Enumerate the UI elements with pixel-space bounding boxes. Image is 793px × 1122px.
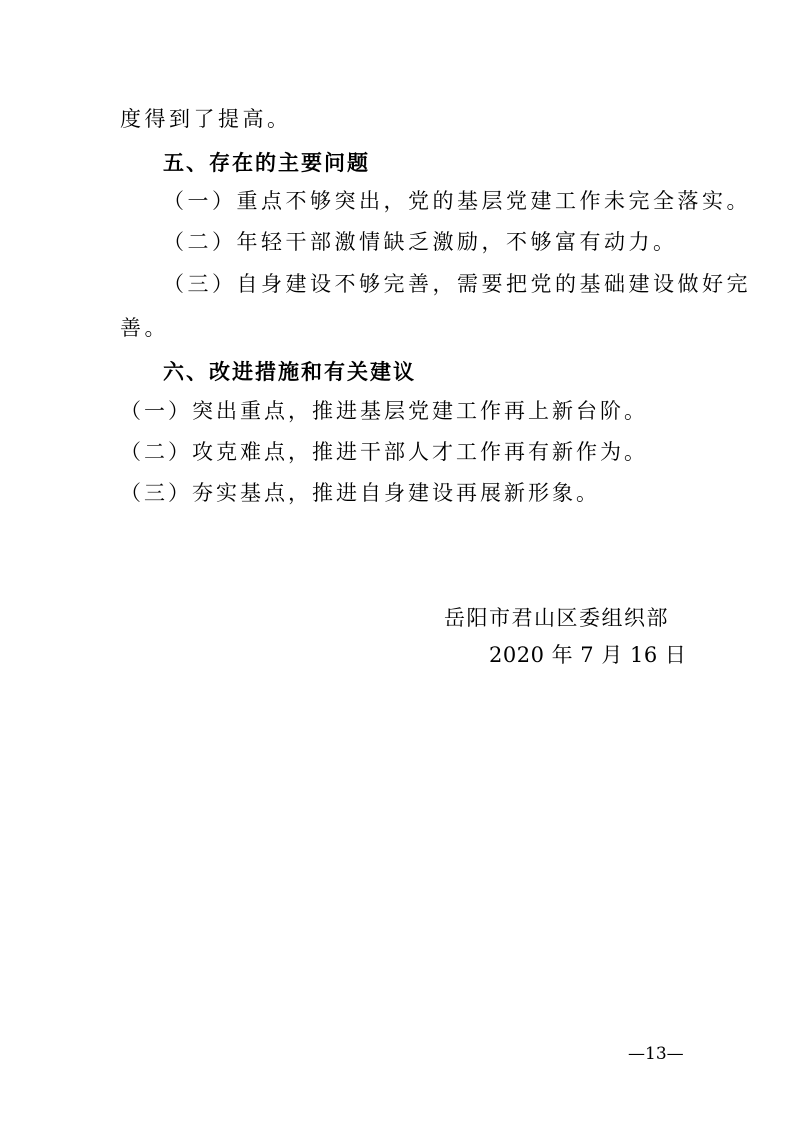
signature-organization: 岳阳市君山区委组织部 (444, 606, 669, 630)
paragraph-continued: 度得到了提高。 (120, 107, 292, 131)
section6-item-3: （三）夯实基点，推进自身建设再展新形象。 (120, 481, 600, 505)
page-number: —13— (628, 1044, 684, 1064)
section5-item-2: （二）年轻干部激情缺乏激励，不够富有动力。 (163, 230, 678, 254)
signature-date: 2020 年 7 月 16 日 (489, 643, 687, 667)
section6-item-2: （二）攻克难点，推进干部人才工作再有新作为。 (120, 440, 648, 464)
section6-heading: 六、改进措施和有关建议 (163, 360, 416, 384)
section5-heading: 五、存在的主要问题 (163, 151, 370, 175)
section5-item-3-line1: （三）自身建设不够完善，需要把党的基础建设做好完 (163, 272, 751, 296)
section5-item-1: （一）重点不够突出，党的基层党建工作未完全落实。 (163, 189, 751, 213)
section6-item-1: （一）突出重点，推进基层党建工作再上新台阶。 (120, 399, 648, 423)
section5-item-3-line2: 善。 (120, 316, 169, 340)
